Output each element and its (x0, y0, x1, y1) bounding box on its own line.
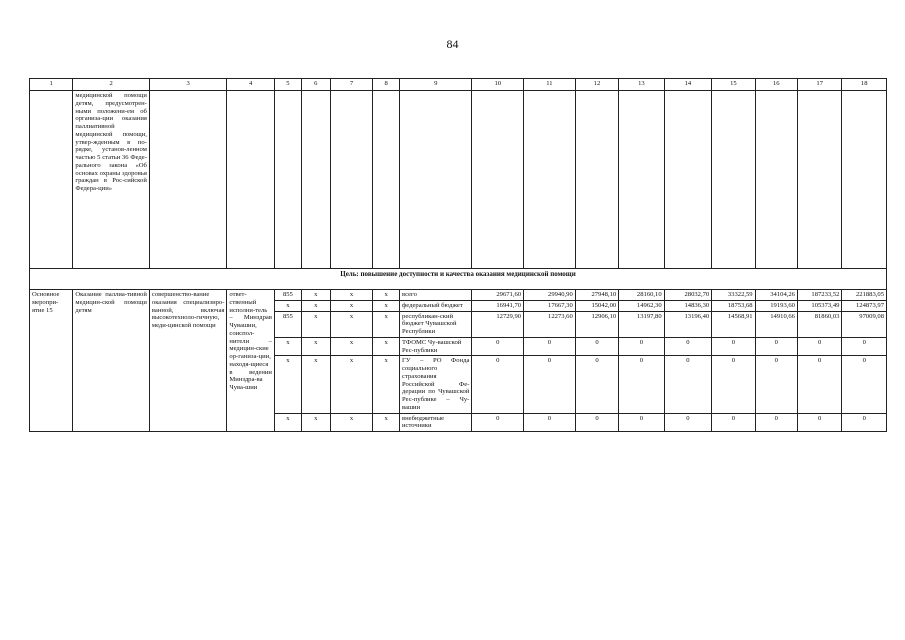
value-cell: 0 (797, 413, 841, 432)
value-cell: 19193,60 (755, 300, 797, 311)
value-cell: 0 (664, 356, 712, 413)
code-cell: x (301, 300, 330, 311)
code-cell: x (274, 413, 301, 432)
code-cell: 855 (274, 290, 301, 301)
table-cell (712, 91, 755, 269)
value-cell: 28032,70 (664, 290, 712, 301)
table-cell (400, 91, 472, 269)
column-number: 11 (524, 79, 576, 91)
table-cell (472, 91, 524, 269)
value-cell: 17667,30 (524, 300, 576, 311)
funding-source: республикан-ский бюджет Чувашской Республики (400, 311, 472, 337)
table-cell (575, 91, 618, 269)
value-cell: 13197,80 (619, 311, 664, 337)
column-number: 10 (472, 79, 524, 91)
code-cell: x (330, 413, 372, 432)
value-cell: 13196,40 (664, 311, 712, 337)
page-number: 84 (446, 37, 459, 51)
column-number: 12 (575, 79, 618, 91)
code-cell: x (301, 413, 330, 432)
value-cell: 12273,60 (524, 311, 576, 337)
value-cell: 0 (755, 337, 797, 356)
code-cell: x (301, 356, 330, 413)
code-cell: x (330, 290, 372, 301)
value-cell: 0 (575, 356, 618, 413)
funding-source: ТФОМС Чу-вашской Рес-публики (400, 337, 472, 356)
goal-row (30, 269, 887, 290)
table-cell (619, 91, 664, 269)
value-cell: 0 (619, 337, 664, 356)
code-cell: 855 (274, 311, 301, 337)
value-cell: 12906,10 (575, 311, 618, 337)
code-cell: x (373, 337, 400, 356)
column-number: 1 (30, 79, 73, 91)
goal-heading: Цель: повышение доступности и качества оказания медицинской помощи (30, 269, 887, 290)
continued-row (30, 91, 887, 269)
value-cell: 0 (712, 413, 755, 432)
table-cell (227, 91, 275, 269)
column-number-row (30, 79, 887, 91)
value-cell: 0 (619, 413, 664, 432)
value-cell: 221883,05 (842, 290, 887, 301)
value-cell: 0 (664, 413, 712, 432)
column-number: 8 (373, 79, 400, 91)
column-number: 2 (73, 79, 149, 91)
value-cell: 14568,91 (712, 311, 755, 337)
value-cell: 0 (797, 337, 841, 356)
value-cell: 0 (524, 413, 576, 432)
value-cell: 0 (472, 413, 524, 432)
code-cell: x (301, 311, 330, 337)
table-row (30, 290, 887, 301)
measure-responsible: ответ-ственный исполни-тель – Минздрав Чувашии, соиспол-нители – медицин-ские ор-ганиза-ции, находя-щиеся в ведении Минздра-ва Чува-шии (227, 290, 275, 432)
value-cell: 12729,90 (472, 311, 524, 337)
value-cell: 124873,97 (842, 300, 887, 311)
continued-text: медицинской помощи детям, предусмотрен-ными положени-ем об организа-ции оказания паллиативной медицинской помощи, утвер-жденным в по-рядке, установ-ленном частью 5 статьи 36 Феде-рального закона «Об основах охраны здоровья граждан в Рос-сийской Федера-ции» (73, 91, 149, 269)
table-cell (664, 91, 712, 269)
funding-source: ГУ – РО Фонда социального страхования Российской Фе-дерации по Чувашской Рес-публике – Чу-вашии (400, 356, 472, 413)
column-number: 14 (664, 79, 712, 91)
table-cell (755, 91, 797, 269)
table-cell (373, 91, 400, 269)
funding-source: внебюджетные источники (400, 413, 472, 432)
code-cell: x (301, 290, 330, 301)
value-cell: 105373,49 (797, 300, 841, 311)
column-number: 3 (149, 79, 227, 91)
value-cell: 14910,66 (755, 311, 797, 337)
table-cell (330, 91, 372, 269)
column-number: 4 (227, 79, 275, 91)
value-cell: 81860,03 (797, 311, 841, 337)
value-cell: 0 (712, 337, 755, 356)
column-number: 7 (330, 79, 372, 91)
code-cell: x (274, 356, 301, 413)
value-cell: 0 (842, 337, 887, 356)
value-cell: 14962,30 (619, 300, 664, 311)
budget-table (29, 78, 887, 432)
code-cell: x (301, 337, 330, 356)
value-cell: 0 (575, 413, 618, 432)
column-number: 18 (842, 79, 887, 91)
value-cell: 0 (797, 356, 841, 413)
code-cell: x (274, 337, 301, 356)
value-cell: 0 (472, 337, 524, 356)
column-number: 5 (274, 79, 301, 91)
code-cell: x (373, 311, 400, 337)
value-cell: 33322,59 (712, 290, 755, 301)
measure-type: Основное меропри-ятие 15 (30, 290, 73, 432)
table-cell (274, 91, 301, 269)
code-cell: x (373, 356, 400, 413)
column-number: 6 (301, 79, 330, 91)
code-cell: x (330, 356, 372, 413)
code-cell: x (373, 290, 400, 301)
table-cell (301, 91, 330, 269)
value-cell: 0 (524, 337, 576, 356)
measure-name: Оказание паллиа-тивной медицин-ской помощи детям (73, 290, 149, 432)
table-cell (842, 91, 887, 269)
code-cell: x (373, 413, 400, 432)
value-cell: 18753,68 (712, 300, 755, 311)
value-cell: 0 (712, 356, 755, 413)
column-number: 13 (619, 79, 664, 91)
column-number: 16 (755, 79, 797, 91)
code-cell: x (274, 300, 301, 311)
value-cell: 0 (755, 356, 797, 413)
value-cell: 0 (755, 413, 797, 432)
code-cell: x (330, 311, 372, 337)
value-cell: 14836,30 (664, 300, 712, 311)
code-cell: x (330, 337, 372, 356)
value-cell: 16941,70 (472, 300, 524, 311)
table-cell (797, 91, 841, 269)
table-cell (30, 91, 73, 269)
funding-source: федеральный бюджет (400, 300, 472, 311)
value-cell: 0 (524, 356, 576, 413)
measure-result: совершенство-вание оказания специализиро-ванной, включая высокотехноло-гичную, меди-цинской помощи (149, 290, 227, 432)
value-cell: 29671,60 (472, 290, 524, 301)
value-cell: 0 (472, 356, 524, 413)
value-cell: 187233,52 (797, 290, 841, 301)
value-cell: 28160,10 (619, 290, 664, 301)
value-cell: 0 (575, 337, 618, 356)
value-cell: 0 (664, 337, 712, 356)
value-cell: 27948,10 (575, 290, 618, 301)
value-cell: 15042,00 (575, 300, 618, 311)
table-cell (524, 91, 576, 269)
table-cell (149, 91, 227, 269)
value-cell: 0 (619, 356, 664, 413)
value-cell: 34104,26 (755, 290, 797, 301)
column-number: 17 (797, 79, 841, 91)
value-cell: 0 (842, 356, 887, 413)
code-cell: x (330, 300, 372, 311)
value-cell: 29940,90 (524, 290, 576, 301)
code-cell: x (373, 300, 400, 311)
value-cell: 0 (842, 413, 887, 432)
column-number: 9 (400, 79, 472, 91)
column-number: 15 (712, 79, 755, 91)
funding-source: всего (400, 290, 472, 301)
value-cell: 97009,08 (842, 311, 887, 337)
